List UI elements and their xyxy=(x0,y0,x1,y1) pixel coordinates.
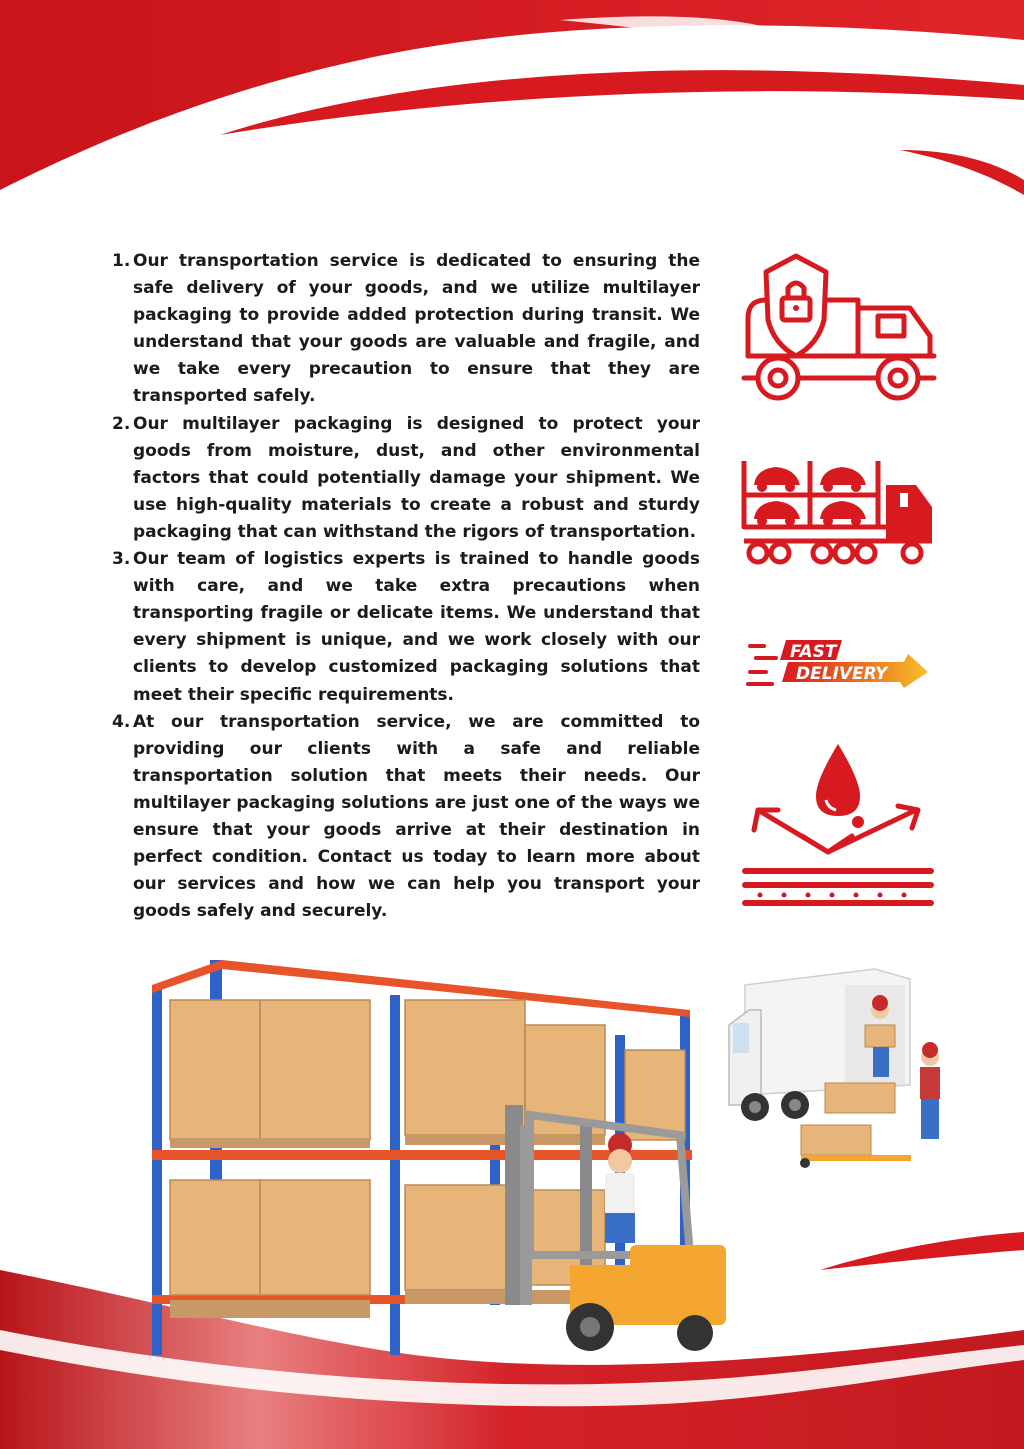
item-text: Our multilayer packaging is designed to protect your goods from moisture, dust, and other environmental factors that could potentially damage your shipment. We use high-quality materials to create a robust and sturdy packaging that can withstand the rigors of transportation. xyxy=(133,413,700,542)
item-text: Our team of logistics experts is trained to handle goods with care, and we take extra precautions when transporting fragile or delicate items. We understand that every shipment is unique, and we work closely with our clients to develop customized packaging solutions that meet their specific requirements. xyxy=(133,549,700,705)
item-text: At our transportation service, we are committed to providing our clients with a safe and reliable transportation solution that meets their needs. Our multilayer packaging solutions are just one of the ways we ensure that your goods arrive at their destination in perfect condition. Contact us today to learn more about our services and how we can help you transport your goods safely and securely. xyxy=(133,711,700,922)
fast-delivery-badge xyxy=(744,636,930,696)
list-item xyxy=(112,709,700,926)
badge-line1: FAST xyxy=(790,642,837,662)
car-carrier-icon xyxy=(740,455,936,570)
secure-truck-icon xyxy=(738,248,938,404)
badge-line2: DELIVERY xyxy=(796,664,888,684)
points-section xyxy=(112,248,700,925)
delivery-truck-illustration xyxy=(725,965,950,1170)
points-list xyxy=(112,248,700,925)
list-item xyxy=(112,248,700,411)
top-swoosh-thin xyxy=(220,70,1024,135)
item-number: 3. xyxy=(112,549,131,570)
warehouse-forklift-illustration xyxy=(150,955,730,1365)
item-number: 4. xyxy=(112,711,131,732)
item-text: Our transportation service is dedicated to ensuring the safe delivery of your goods, and we utilize multilayer packaging to provide added protection during transit. We understand that your goods are valuable and fragile, and we take every precaution to ensure that they are transported safely. xyxy=(133,251,700,407)
waterproof-icon xyxy=(740,740,936,915)
list-item xyxy=(112,546,700,709)
bottom-swoosh-right xyxy=(820,1232,1024,1270)
item-number: 2. xyxy=(112,413,131,434)
top-swoosh-right xyxy=(900,150,1024,195)
item-number: 1. xyxy=(112,251,131,271)
list-item xyxy=(112,411,700,546)
